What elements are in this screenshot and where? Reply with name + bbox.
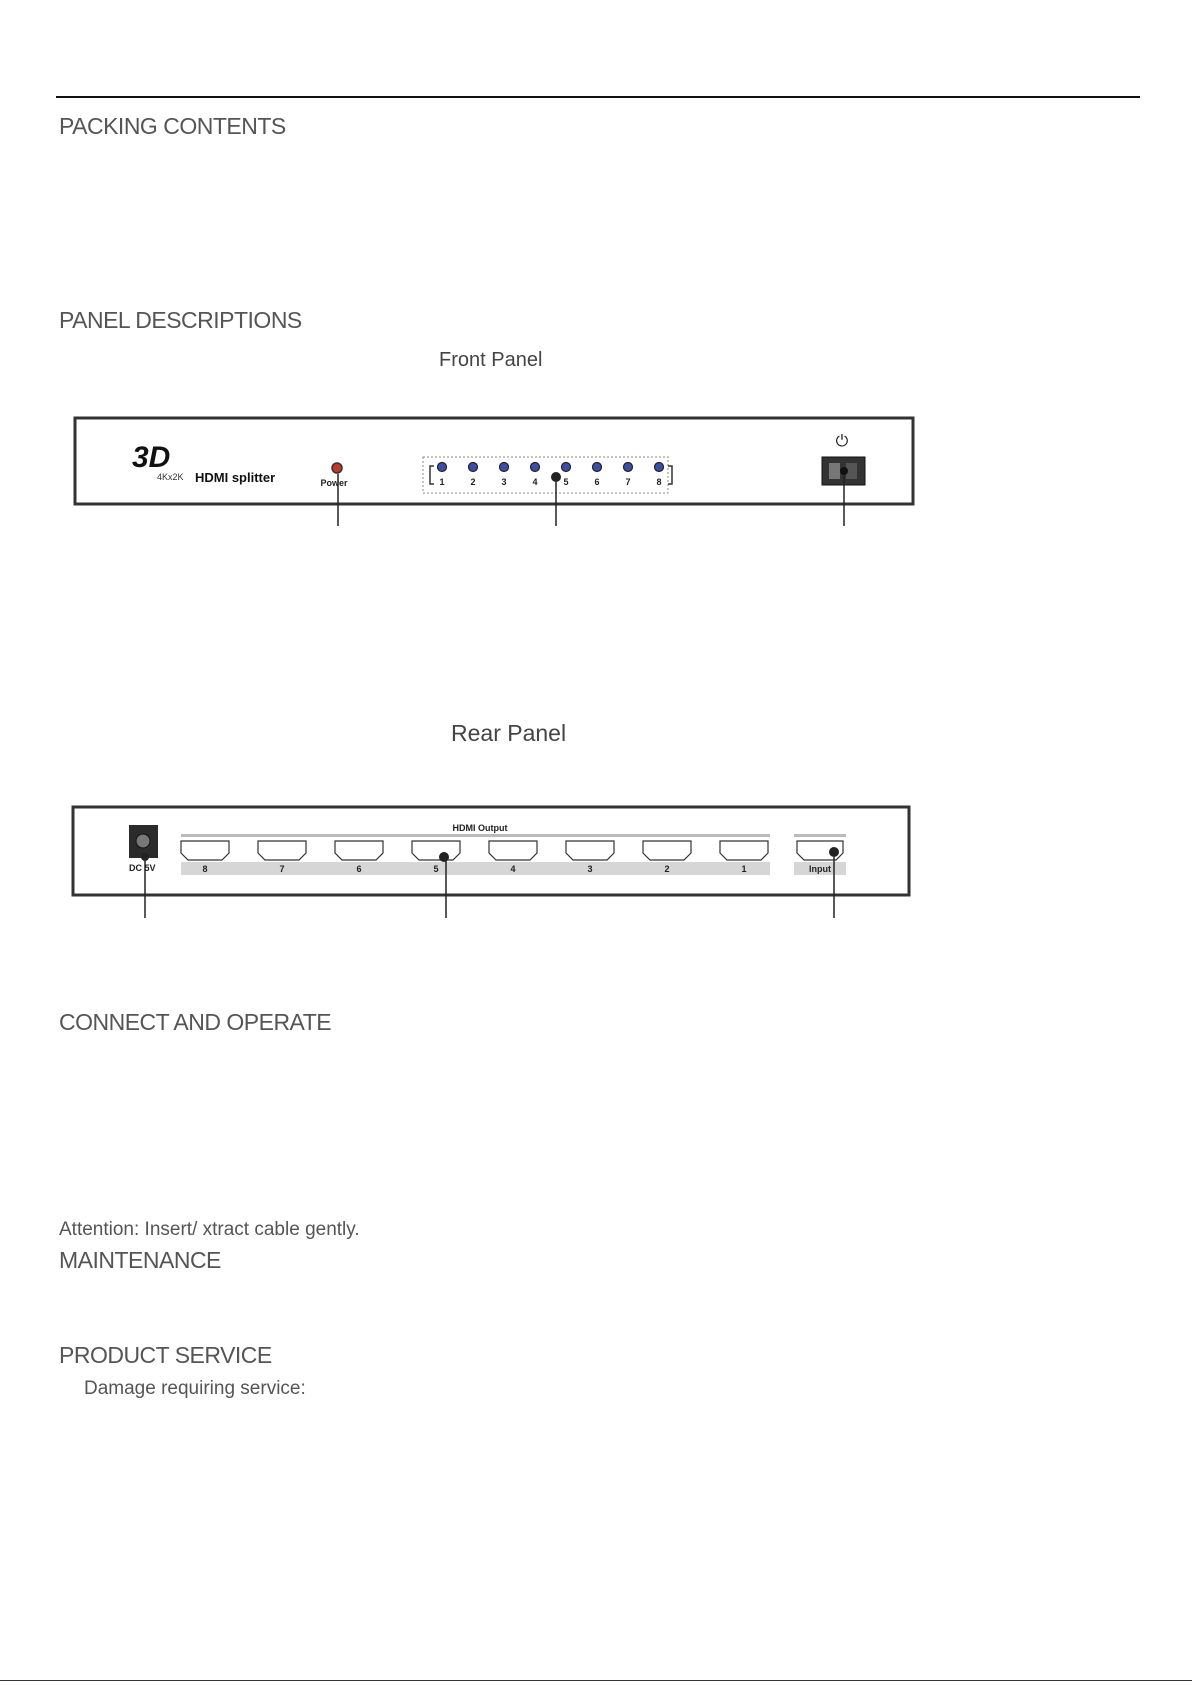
section-heading-maintenance: MAINTENANCE <box>59 1247 221 1273</box>
power-switch-icon: ⏻ <box>835 433 849 450</box>
hdmi-output-port-1 <box>720 841 768 860</box>
section-heading-connect-and-operate: CONNECT AND OPERATE <box>59 1009 332 1035</box>
led-1 <box>438 463 447 472</box>
led-6 <box>593 463 602 472</box>
output-callout-dot <box>439 852 449 862</box>
output-group-label: HDMI Output <box>452 823 508 833</box>
output-port-number-3: 3 <box>587 864 593 874</box>
input-group-bar <box>794 834 846 837</box>
front-panel-caption: Front Panel <box>439 349 543 371</box>
jack-callout-dot <box>141 853 149 861</box>
power-jack-label: DC 5V <box>129 863 156 873</box>
power-label: Power <box>320 478 348 488</box>
led-callout-dot <box>551 472 561 482</box>
damage-requiring-service: Damage requiring service: <box>84 1378 306 1399</box>
section-heading-packing-contents: PACKING CONTENTS <box>59 113 286 139</box>
output-port-number-1: 1 <box>741 864 747 874</box>
hdmi-output-port-5 <box>412 841 460 860</box>
led-7 <box>624 463 633 472</box>
power-jack-hole <box>136 834 150 848</box>
output-number-strip <box>181 862 770 875</box>
hdmi-output-port-8 <box>181 841 229 860</box>
led-number-5: 5 <box>563 477 569 487</box>
section-heading-panel-descriptions: PANEL DESCRIPTIONS <box>59 307 302 333</box>
output-port-number-8: 8 <box>202 864 208 874</box>
led-number-6: 6 <box>594 477 600 487</box>
led-4 <box>531 463 540 472</box>
front-panel-body <box>75 418 913 504</box>
led-number-4: 4 <box>532 477 538 487</box>
led-number-2: 2 <box>470 477 476 487</box>
logo-resolution: 4Kx2K <box>157 472 184 482</box>
hdmi-output-port-4 <box>489 841 537 860</box>
rear-panel-caption: Rear Panel <box>451 720 567 746</box>
input-label: Input <box>809 864 831 874</box>
output-port-number-5: 5 <box>433 864 439 874</box>
hdmi-output-port-3 <box>566 841 614 860</box>
hdmi-output-port-6 <box>335 841 383 860</box>
led-3 <box>500 463 509 472</box>
led-number-3: 3 <box>501 477 507 487</box>
output-port-number-2: 2 <box>664 864 670 874</box>
power-led <box>332 463 342 473</box>
bottom-rule <box>0 1680 1192 1681</box>
led-number-8: 8 <box>656 477 662 487</box>
logo-3d: 3D <box>132 441 171 474</box>
hdmi-output-port-7 <box>258 841 306 860</box>
led-number-7: 7 <box>625 477 631 487</box>
product-name: HDMI splitter <box>195 470 276 485</box>
attention-note: Attention: Insert/ xtract cable gently. <box>59 1219 360 1240</box>
hdmi-output-port-2 <box>643 841 691 860</box>
output-port-number-4: 4 <box>510 864 516 874</box>
section-heading-product-service: PRODUCT SERVICE <box>59 1342 272 1368</box>
led-number-1: 1 <box>439 477 445 487</box>
led-8 <box>655 463 664 472</box>
output-group-bar <box>181 834 770 837</box>
led-5 <box>562 463 571 472</box>
led-2 <box>469 463 478 472</box>
switch-callout-dot <box>840 467 848 475</box>
top-rule <box>56 96 1140 98</box>
output-port-number-7: 7 <box>279 864 285 874</box>
power-switch-left <box>829 463 840 479</box>
rear-panel-diagram <box>0 795 1192 925</box>
front-panel-diagram <box>0 400 1192 530</box>
output-port-number-6: 6 <box>356 864 362 874</box>
input-callout-dot <box>829 847 839 857</box>
